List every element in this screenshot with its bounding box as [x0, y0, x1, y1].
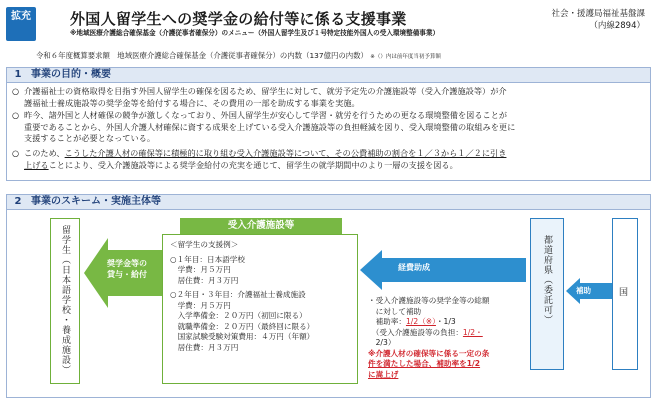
facility-line: ○１年目：日本語学校	[170, 254, 245, 264]
paragraph-1-line-1: 介護福祉士の資格取得を目指す外国人留学生の確保を図るため、留学生に対して、就労予定先の介護施設等（受入介護施設等）が介	[24, 86, 507, 96]
facility-line: 学費：月５万円	[170, 300, 231, 310]
department-name: 社会・援護局福祉基盤課	[551, 9, 645, 19]
paragraph-1-mark: ○	[12, 86, 20, 96]
paragraph-2-line-2: 重要であることから、外国人介護人材確保に資する成果を上げている受入介護施設等の負担軽減を図り、受入環境整備の取組みを更に	[24, 121, 516, 132]
burden-label: （受入介護施設等の負担：	[368, 327, 463, 337]
facility-line: 居住費：月３万円	[170, 342, 239, 352]
paragraph-3-post: ことにより、受入介護施設等による奨学金給付の充実を通じて、留学生の就学期間中のより一層の支援を図る。	[48, 159, 458, 170]
budget-footnote: ※（）内は前年度当初予算額	[370, 54, 441, 60]
paragraph-3-line-1	[24, 148, 506, 160]
facility-title: 受入介護施設等	[180, 218, 342, 234]
scholarship-arrow-label	[100, 258, 154, 280]
page-title: 外国人留学生への奨学金の給付等に係る支援事業	[70, 10, 407, 28]
red-note-1: ※介護人材の確保等に係る一定の条	[368, 348, 490, 358]
facility-line: 居住費：月３万円	[170, 275, 239, 285]
facility-line: ○２年目・３年目：介護福祉士養成施設	[170, 290, 306, 299]
facility-line: 入学準備金：２０万円（初回に限る）	[170, 311, 307, 320]
facility-line: 学費：月５万円	[170, 265, 231, 274]
extension-number: （内線2894）	[589, 21, 645, 31]
cost-subsidy-label: 経費助成	[398, 263, 430, 272]
red-note-3: に嵩上げ	[368, 369, 399, 379]
paragraph-3-line-2	[24, 160, 506, 172]
page-subtitle: ※地域医療介護総合確保基金（介護従事者確保分）のメニュー（外国人留学生及び１号特定技能外国人の受入環境整備事業）	[70, 29, 440, 37]
paragraph-3	[12, 148, 507, 171]
burden-red: 1/2・	[462, 327, 483, 337]
paragraph-3-underlined-1: こうした介護人材の確保等に積極的に取り組む受入介護施設等について、その公費補助の割合を１／３から１／２に引き	[64, 148, 507, 158]
desc-line-5: 2/3）	[368, 338, 396, 347]
facility-line: 就職準備金：２０万円（最終回に限る）	[170, 321, 315, 331]
rate-red: 1/2（※）	[405, 317, 436, 326]
section1-number: 1	[14, 69, 22, 80]
department-info	[551, 8, 645, 32]
rate-label: 補助率：	[368, 317, 406, 326]
rate-normal: ・1/3	[435, 317, 456, 326]
desc-line-4	[368, 328, 490, 339]
prefecture-label: 都道府県（委託可）	[542, 235, 552, 325]
country-label: 国	[619, 288, 629, 298]
subsidy-arrow-label: 補助	[576, 286, 591, 295]
expansion-badge: 拡充	[6, 7, 36, 41]
facility-line: 国家試験受験対策費用：４万円（年額）	[170, 332, 315, 341]
section1-header	[6, 67, 651, 83]
desc-line-3	[368, 317, 490, 328]
section1-title: 事業の目的・概要	[31, 69, 111, 80]
cost-subsidy-arrow-icon	[360, 250, 526, 290]
section2-header	[6, 194, 651, 210]
scholarship-arrow-line-2: 貸与・給付	[107, 270, 147, 279]
red-note-2: 件を満たした場合、補助率を1/2	[368, 359, 481, 368]
paragraph-1-line-2: 護福祉士養成施設等の奨学金等を給付する場合に、その費用の一部を助成する事業を実施。	[24, 97, 360, 108]
budget-main: 令和６年度概算要求額 地域医療介護総合確保基金（介護従事者確保分）の内数（137億円の内数）	[36, 51, 368, 60]
paragraph-2	[12, 110, 516, 145]
desc-line-2: に対して補助	[368, 306, 422, 316]
facility-line: ＜留学生の支援例＞	[170, 240, 239, 249]
paragraph-2-line-1: 昨今、諸外国と人材確保の競争が激しくなっており、外国人留学生が安心して学習・就労を行うための更なる環境整備を図ることが	[24, 110, 508, 120]
student-label: 留学生（日本語学校・養成施設）	[60, 225, 70, 375]
section2-number: 2	[14, 196, 22, 207]
scholarship-arrow-line-1: 奨学金等の	[107, 259, 147, 268]
section2-title: 事業のスキーム・実施主体等	[31, 196, 161, 207]
prefecture-box	[530, 218, 564, 370]
paragraph-1	[12, 86, 507, 109]
desc-line-1: ・受入介護施設等の奨学金等の総額	[368, 296, 490, 305]
paragraph-3-pre: このため、	[24, 148, 65, 158]
facility-support-list	[170, 240, 314, 353]
paragraph-3-mark: ○	[12, 148, 20, 158]
budget-note	[36, 50, 441, 61]
student-box	[50, 218, 80, 384]
paragraph-2-line-3: 支援することが必要となっている。	[24, 133, 156, 143]
paragraph-2-mark: ○	[12, 110, 20, 120]
paragraph-3-underlined-2: 上げる	[24, 159, 49, 170]
subsidy-description	[368, 296, 490, 380]
